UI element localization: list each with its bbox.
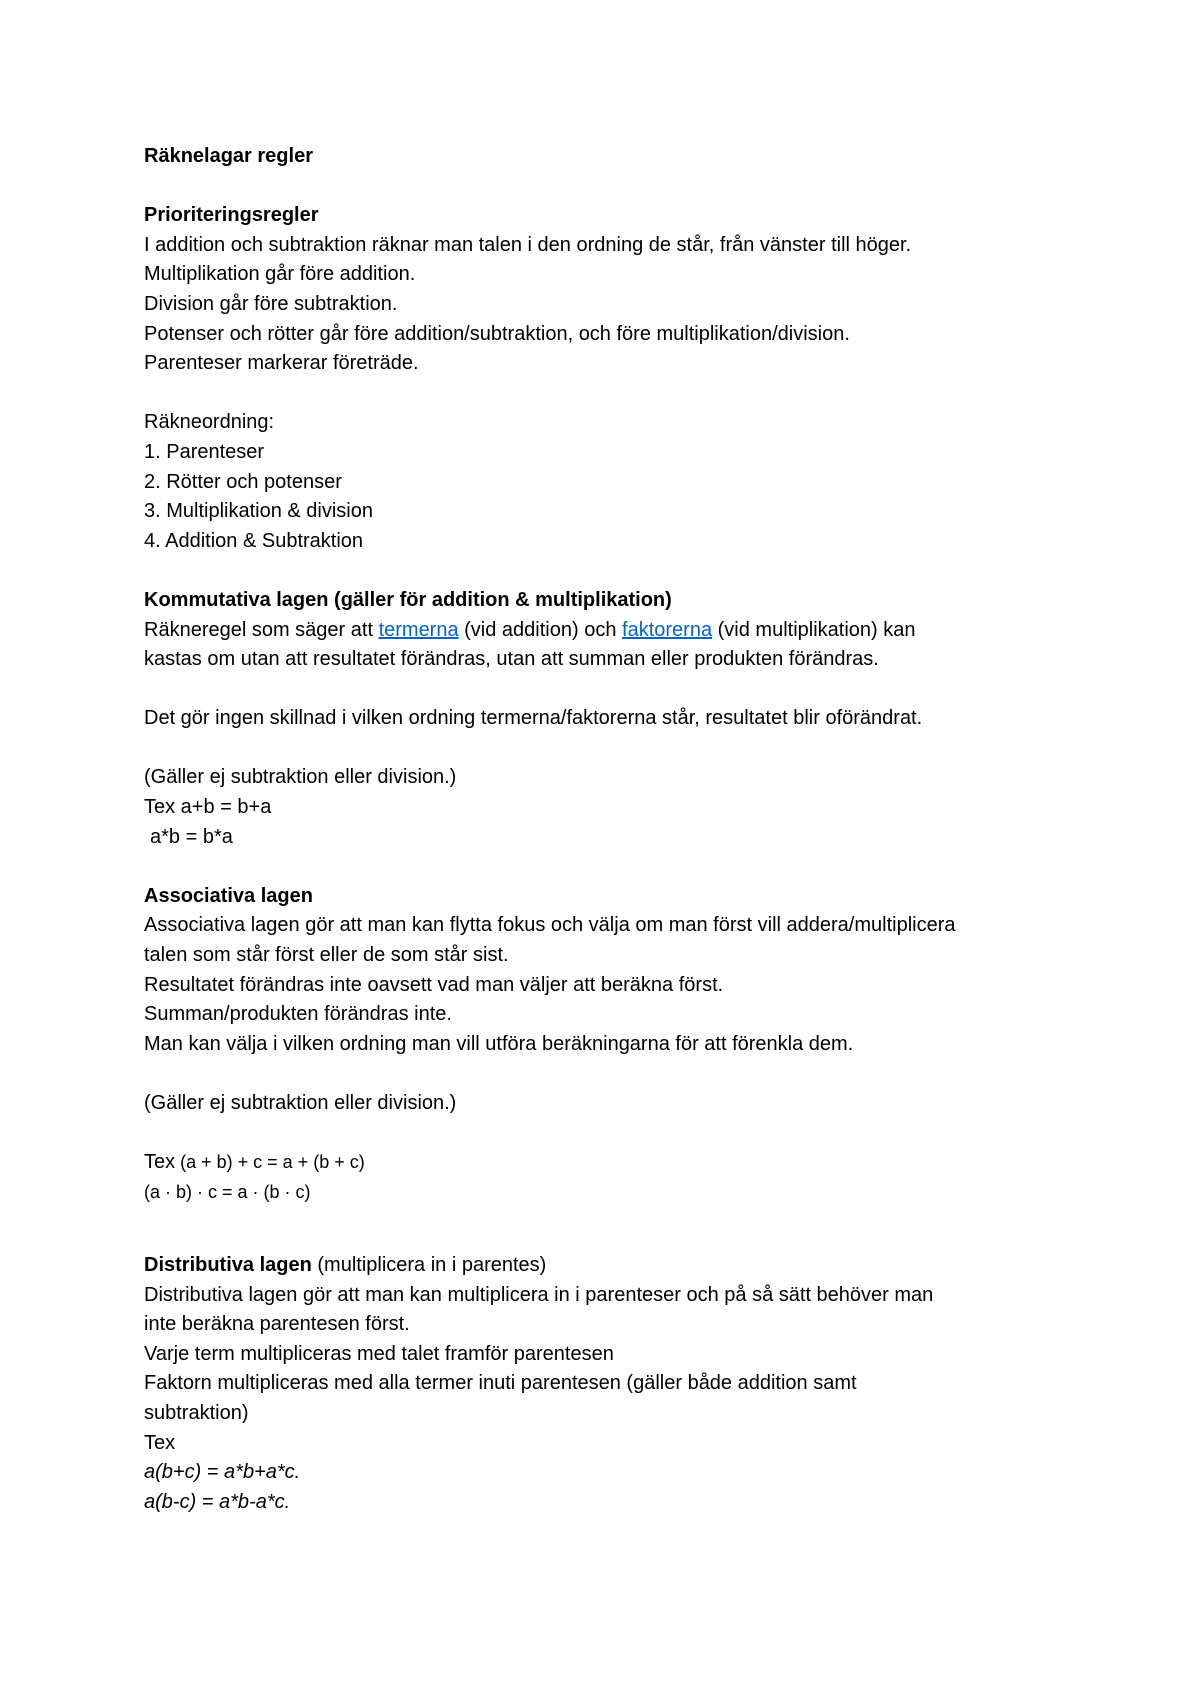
note-line: (Gäller ej subtraktion eller division.) xyxy=(144,1092,457,1114)
example-line: a(b-c) = a*b-a*c. xyxy=(144,1490,291,1513)
text-run: Tex xyxy=(144,1151,176,1174)
paragraph-line: Multiplikation går före addition. xyxy=(144,263,416,286)
order-list-item: 3. Multiplikation & division xyxy=(144,500,373,523)
paragraph-line: Division går före subtraktion. xyxy=(144,292,398,315)
paragraph-line: kastas om utan att resultatet förändras, utan att summan eller produkten förändras. xyxy=(144,648,879,671)
order-list-item: 2. Rötter och potenser xyxy=(144,470,342,493)
heading-text: Distributiva lagen xyxy=(144,1253,312,1276)
spacer xyxy=(144,1207,1064,1237)
paragraph-line xyxy=(144,616,1064,646)
example-line: (a · b) · c = a · (b · c) xyxy=(144,1181,311,1202)
spacer xyxy=(144,172,1064,202)
paragraph-line: Resultatet förändras inte oavsett vad man väljer att beräkna först. xyxy=(144,973,724,996)
paragraph-line: I addition och subtraktion räknar man talen i den ordning de står, från vänster till höger. xyxy=(144,233,912,256)
order-list-item: 1. Parenteser xyxy=(144,440,265,463)
spacer xyxy=(144,1237,1064,1251)
paragraph-line: inte beräkna parentesen först. xyxy=(144,1313,410,1336)
paragraph-line: Det gör ingen skillnad i vilken ordning termerna/faktorerna står, resultatet blir oförändrat. xyxy=(144,707,923,730)
spacer xyxy=(144,556,1064,586)
paragraph-line: Associativa lagen gör att man kan flytta fokus och välja om man först vill addera/multiplicera xyxy=(144,914,956,937)
paragraph-line: Man kan välja i vilken ordning man vill utföra beräkningarna för att förenkla dem. xyxy=(144,1032,854,1055)
paragraph-line: Varje term multipliceras med talet framför parentesen xyxy=(144,1342,614,1365)
paragraph-line: Potenser och rötter går före addition/subtraktion, och före multiplikation/division. xyxy=(144,322,850,345)
paragraph-line: Summan/produkten förändras inte. xyxy=(144,1003,452,1026)
example-line: Tex a+b = b+a xyxy=(144,796,272,819)
paragraph-line: talen som står först eller de som står sist. xyxy=(144,944,509,967)
spacer xyxy=(144,379,1064,409)
spacer xyxy=(144,734,1064,764)
section-heading-associativa: Associativa lagen xyxy=(144,884,313,907)
paragraph-line: subtraktion) xyxy=(144,1401,249,1424)
section-heading-distributiva xyxy=(144,1251,1064,1281)
spacer xyxy=(144,852,1064,882)
spacer xyxy=(144,1119,1064,1149)
example-line: a*b = b*a xyxy=(150,825,233,848)
order-list-item: 4. Addition & Subtraktion xyxy=(144,529,364,552)
document-title: Räknelagar regler xyxy=(144,145,313,167)
order-label: Räkneordning: xyxy=(144,411,275,434)
section-heading-kommutativa: Kommutativa lagen (gäller för addition & multiplikation) xyxy=(144,588,672,611)
text-run: (vid multiplikation) kan xyxy=(712,618,916,641)
example-line xyxy=(144,1148,1064,1178)
link-faktorerna[interactable]: faktorerna xyxy=(622,618,713,641)
text-run: Räkneregel som säger att xyxy=(144,618,379,641)
link-termerna[interactable]: termerna xyxy=(378,618,459,641)
paragraph-line: Tex xyxy=(144,1431,176,1454)
spacer xyxy=(144,1059,1064,1089)
heading-suffix: (multiplicera in i parentes) xyxy=(311,1253,547,1276)
paragraph-line: Faktorn multipliceras med alla termer inuti parentesen (gäller både addition samt xyxy=(144,1372,857,1395)
example-line: a(b+c) = a*b+a*c. xyxy=(144,1461,301,1484)
paragraph-line: Parenteser markerar företräde. xyxy=(144,352,419,375)
spacer xyxy=(144,675,1064,705)
formula: (a + b) + c = a + (b + c) xyxy=(175,1152,365,1173)
paragraph-line: Distributiva lagen gör att man kan multiplicera in i parenteser och på så sätt behöver man xyxy=(144,1283,934,1306)
section-heading-prioriteringsregler: Prioriteringsregler xyxy=(144,204,319,227)
text-run: (vid addition) och xyxy=(458,618,623,641)
note-line: (Gäller ej subtraktion eller division.) xyxy=(144,766,457,789)
document-page xyxy=(144,142,1064,1517)
